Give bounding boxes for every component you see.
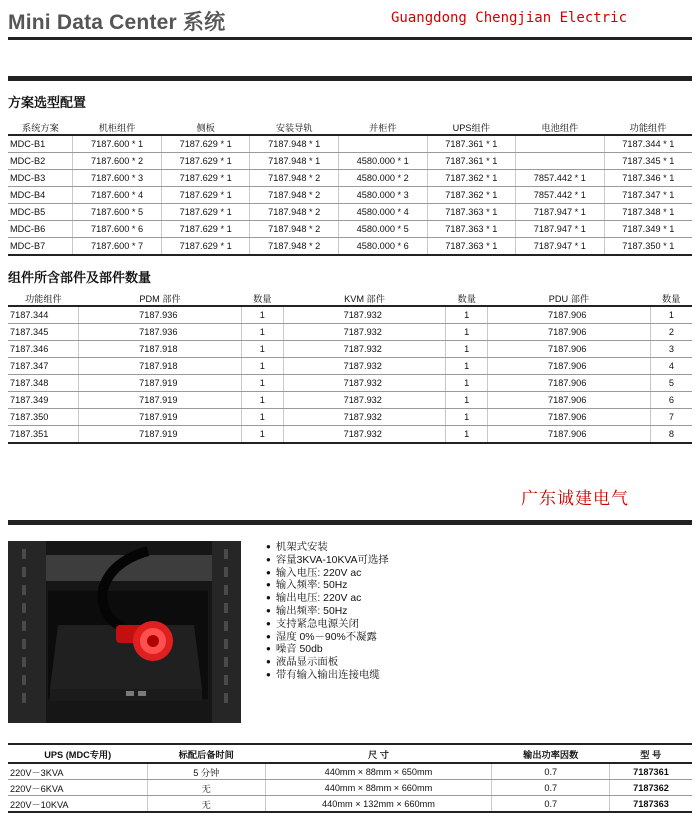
ups-cell: 440mm × 132mm × 660mm (265, 796, 492, 813)
component-cell: 7187.906 (488, 341, 651, 358)
component-cell: 1 (650, 306, 692, 324)
component-cell: 7187.906 (488, 306, 651, 324)
component-cell: 7187.919 (79, 409, 242, 426)
config-cell: 4580.000 * 3 (338, 187, 427, 204)
config-cell: 4580.000 * 1 (338, 153, 427, 170)
component-cell: 6 (650, 392, 692, 409)
component-cell: 1 (242, 426, 284, 444)
config-table (8, 119, 692, 256)
ups-cell: 7187362 (610, 780, 693, 796)
component-cell: 7187.919 (79, 375, 242, 392)
component-col-header: 数量 (446, 291, 488, 306)
component-col-header: 数量 (242, 291, 284, 306)
component-cell: 7187.906 (488, 409, 651, 426)
config-cell: 7187.629 * 1 (161, 221, 250, 238)
config-cell: 7187.347 * 1 (604, 187, 692, 204)
component-col-header: 数量 (650, 291, 692, 306)
config-cell: 7187.629 * 1 (161, 135, 250, 153)
component-cell: 7187.906 (488, 324, 651, 341)
signature: 广东诚建电气 (521, 489, 629, 509)
config-cell: MDC-B1 (8, 135, 73, 153)
ups-row (8, 763, 692, 780)
components-table-header (8, 291, 692, 306)
config-cell: 7187.363 * 1 (427, 238, 516, 256)
feature-list (266, 542, 389, 683)
component-cell: 1 (242, 324, 284, 341)
component-cell: 7187.918 (79, 341, 242, 358)
ups-cell: 440mm × 88mm × 660mm (265, 780, 492, 796)
config-cell: 7187.947 * 1 (516, 204, 605, 221)
component-cell: 7187.348 (8, 375, 79, 392)
component-row (8, 392, 692, 409)
config-cell: 7187.361 * 1 (427, 135, 516, 153)
component-cell: 8 (650, 426, 692, 444)
ups-row (8, 796, 692, 813)
component-cell: 4 (650, 358, 692, 375)
section-divider (8, 76, 692, 81)
config-cell: MDC-B3 (8, 170, 73, 187)
config-cell: 7187.600 * 6 (73, 221, 162, 238)
component-cell: 7187.932 (283, 409, 446, 426)
config-cell: MDC-B7 (8, 238, 73, 256)
config-cell: 7187.948 * 2 (250, 204, 339, 221)
ups-col-header: 尺 寸 (265, 744, 492, 763)
ups-cell: 0.7 (492, 763, 610, 780)
component-cell: 7187.936 (79, 306, 242, 324)
component-col-header: 功能组件 (8, 291, 79, 306)
component-cell: 1 (446, 375, 488, 392)
config-cell: 7857.442 * 1 (516, 170, 605, 187)
config-cell: 7187.361 * 1 (427, 153, 516, 170)
component-cell: 5 (650, 375, 692, 392)
ups-cell: 440mm × 88mm × 650mm (265, 763, 492, 780)
config-cell: 7187.600 * 7 (73, 238, 162, 256)
component-cell: 7187.906 (488, 426, 651, 444)
config-cell: 7187.947 * 1 (516, 221, 605, 238)
component-cell: 7187.350 (8, 409, 79, 426)
config-col-header: UPS组件 (427, 119, 516, 135)
config-cell: 7187.362 * 1 (427, 187, 516, 204)
config-cell: 7187.363 * 1 (427, 221, 516, 238)
component-cell: 1 (242, 409, 284, 426)
component-cell: 7187.932 (283, 341, 446, 358)
config-col-header: 安装导轨 (250, 119, 339, 135)
component-cell: 1 (446, 341, 488, 358)
component-row (8, 341, 692, 358)
component-row (8, 306, 692, 324)
component-row (8, 375, 692, 392)
config-cell: 7187.629 * 1 (161, 153, 250, 170)
component-row (8, 324, 692, 341)
component-cell: 1 (446, 409, 488, 426)
component-cell: 1 (446, 358, 488, 375)
component-cell: 7187.936 (79, 324, 242, 341)
component-cell: 7187.906 (488, 358, 651, 375)
config-row (8, 221, 692, 238)
ups-rack-photo (8, 541, 241, 723)
ups-cell: 220V－3KVA (8, 763, 147, 780)
ups-cell: 0.7 (492, 796, 610, 813)
config-cell: 7187.629 * 1 (161, 170, 250, 187)
ups-rack-illustration (8, 541, 241, 723)
config-cell: 4580.000 * 6 (338, 238, 427, 256)
config-cell: 7187.600 * 1 (73, 135, 162, 153)
component-cell: 1 (242, 392, 284, 409)
config-cell: 7187.600 * 4 (73, 187, 162, 204)
component-cell: 7 (650, 409, 692, 426)
header-divider (8, 37, 692, 40)
component-cell: 1 (242, 375, 284, 392)
component-cell: 1 (446, 306, 488, 324)
ups-row (8, 780, 692, 796)
config-col-header: 功能组件 (604, 119, 692, 135)
config-cell: 7187.629 * 1 (161, 238, 250, 256)
config-cell: 7187.349 * 1 (604, 221, 692, 238)
config-cell: 7187.948 * 2 (250, 238, 339, 256)
component-cell: 1 (242, 306, 284, 324)
ups-section-divider (8, 520, 692, 525)
component-cell: 7187.344 (8, 306, 79, 324)
config-row (8, 170, 692, 187)
feature-item: ● 机架式安装 (266, 542, 389, 555)
page-title: Mini Data Center 系统 (8, 11, 226, 34)
component-col-header: KVM 部件 (283, 291, 446, 306)
component-cell: 7187.349 (8, 392, 79, 409)
feature-item: ● 湿度 0%－90%不凝露 (266, 632, 389, 645)
component-cell: 7187.347 (8, 358, 79, 375)
config-row (8, 204, 692, 221)
components-table (8, 291, 692, 444)
config-cell: 7187.363 * 1 (427, 204, 516, 221)
ups-cell: 7187363 (610, 796, 693, 813)
feature-item: ● 输出频率: 50Hz (266, 606, 389, 619)
component-row (8, 358, 692, 375)
component-cell: 7187.906 (488, 375, 651, 392)
component-cell: 1 (242, 341, 284, 358)
component-col-header: PDM 部件 (79, 291, 242, 306)
component-cell: 7187.932 (283, 306, 446, 324)
config-cell (516, 153, 605, 170)
config-row (8, 153, 692, 170)
ups-table-header (8, 744, 692, 763)
config-cell: 7857.442 * 1 (516, 187, 605, 204)
config-cell: 7187.948 * 1 (250, 135, 339, 153)
config-row (8, 187, 692, 204)
ups-cell: 无 (147, 796, 265, 813)
config-cell: 7187.948 * 2 (250, 221, 339, 238)
config-cell: 7187.346 * 1 (604, 170, 692, 187)
config-cell: 7187.345 * 1 (604, 153, 692, 170)
config-col-header: 机柜组件 (73, 119, 162, 135)
component-cell: 1 (446, 392, 488, 409)
config-cell: 7187.350 * 1 (604, 238, 692, 256)
feature-item: ● 输入频率: 50Hz (266, 580, 389, 593)
feature-item: ● 带有输入输出连接电缆 (266, 670, 389, 683)
component-cell: 7187.351 (8, 426, 79, 444)
config-cell: MDC-B6 (8, 221, 73, 238)
component-col-header: PDU 部件 (488, 291, 651, 306)
component-cell: 7187.932 (283, 375, 446, 392)
config-row (8, 238, 692, 256)
ups-cell: 5 分钟 (147, 763, 265, 780)
config-col-header: 电池组件 (516, 119, 605, 135)
component-cell: 1 (446, 324, 488, 341)
component-cell: 7187.345 (8, 324, 79, 341)
config-cell: 7187.947 * 1 (516, 238, 605, 256)
config-cell: MDC-B4 (8, 187, 73, 204)
config-cell: 7187.600 * 3 (73, 170, 162, 187)
component-cell: 7187.919 (79, 392, 242, 409)
feature-item: ● 输入电压: 220V ac (266, 568, 389, 581)
config-cell: 7187.948 * 2 (250, 187, 339, 204)
config-cell: 7187.948 * 2 (250, 170, 339, 187)
config-col-header: 系统方案 (8, 119, 73, 135)
config-cell: MDC-B5 (8, 204, 73, 221)
feature-item: ● 输出电压: 220V ac (266, 593, 389, 606)
config-cell: 4580.000 * 5 (338, 221, 427, 238)
config-row (8, 135, 692, 153)
feature-item: ● 液晶显示面板 (266, 657, 389, 670)
ups-col-header: 标配后备时间 (147, 744, 265, 763)
component-cell: 3 (650, 341, 692, 358)
ups-cell: 0.7 (492, 780, 610, 796)
config-cell: 7187.344 * 1 (604, 135, 692, 153)
components-section-title: 组件所含部件及部件数量 (8, 270, 152, 285)
component-cell: 1 (446, 426, 488, 444)
brand-label: Guangdong Chengjian Electric (391, 10, 628, 26)
component-row (8, 409, 692, 426)
component-cell: 7187.919 (79, 426, 242, 444)
config-cell: 7187.600 * 2 (73, 153, 162, 170)
feature-item: ● 噪音 50db (266, 644, 389, 657)
config-cell (516, 135, 605, 153)
config-cell: MDC-B2 (8, 153, 73, 170)
config-cell: 7187.600 * 5 (73, 204, 162, 221)
ups-spec-table (8, 743, 692, 813)
config-col-header: 侧板 (161, 119, 250, 135)
component-row (8, 426, 692, 444)
component-cell: 7187.918 (79, 358, 242, 375)
component-cell: 7187.932 (283, 324, 446, 341)
component-cell: 7187.346 (8, 341, 79, 358)
component-cell: 7187.932 (283, 358, 446, 375)
config-table-header (8, 119, 692, 135)
component-cell: 1 (242, 358, 284, 375)
component-cell: 7187.932 (283, 392, 446, 409)
ups-col-header: 输出功率因数 (492, 744, 610, 763)
ups-col-header: 型 号 (610, 744, 693, 763)
feature-item: ● 容量3KVA-10KVA可选择 (266, 555, 389, 568)
ups-col-header: UPS (MDC专用) (8, 744, 147, 763)
config-cell: 7187.362 * 1 (427, 170, 516, 187)
component-cell: 7187.932 (283, 426, 446, 444)
config-cell: 7187.348 * 1 (604, 204, 692, 221)
config-cell: 7187.629 * 1 (161, 204, 250, 221)
ups-cell: 220V－10KVA (8, 796, 147, 813)
ups-cell: 无 (147, 780, 265, 796)
config-col-header: 并柜件 (338, 119, 427, 135)
config-cell: 7187.629 * 1 (161, 187, 250, 204)
config-cell: 7187.948 * 1 (250, 153, 339, 170)
ups-cell: 7187361 (610, 763, 693, 780)
component-cell: 2 (650, 324, 692, 341)
config-cell (338, 135, 427, 153)
config-section-title: 方案选型配置 (8, 95, 87, 110)
config-cell: 4580.000 * 2 (338, 170, 427, 187)
ups-cell: 220V－6KVA (8, 780, 147, 796)
config-cell: 4580.000 * 4 (338, 204, 427, 221)
component-cell: 7187.906 (488, 392, 651, 409)
feature-item: ● 支持紧急电源关闭 (266, 619, 389, 632)
